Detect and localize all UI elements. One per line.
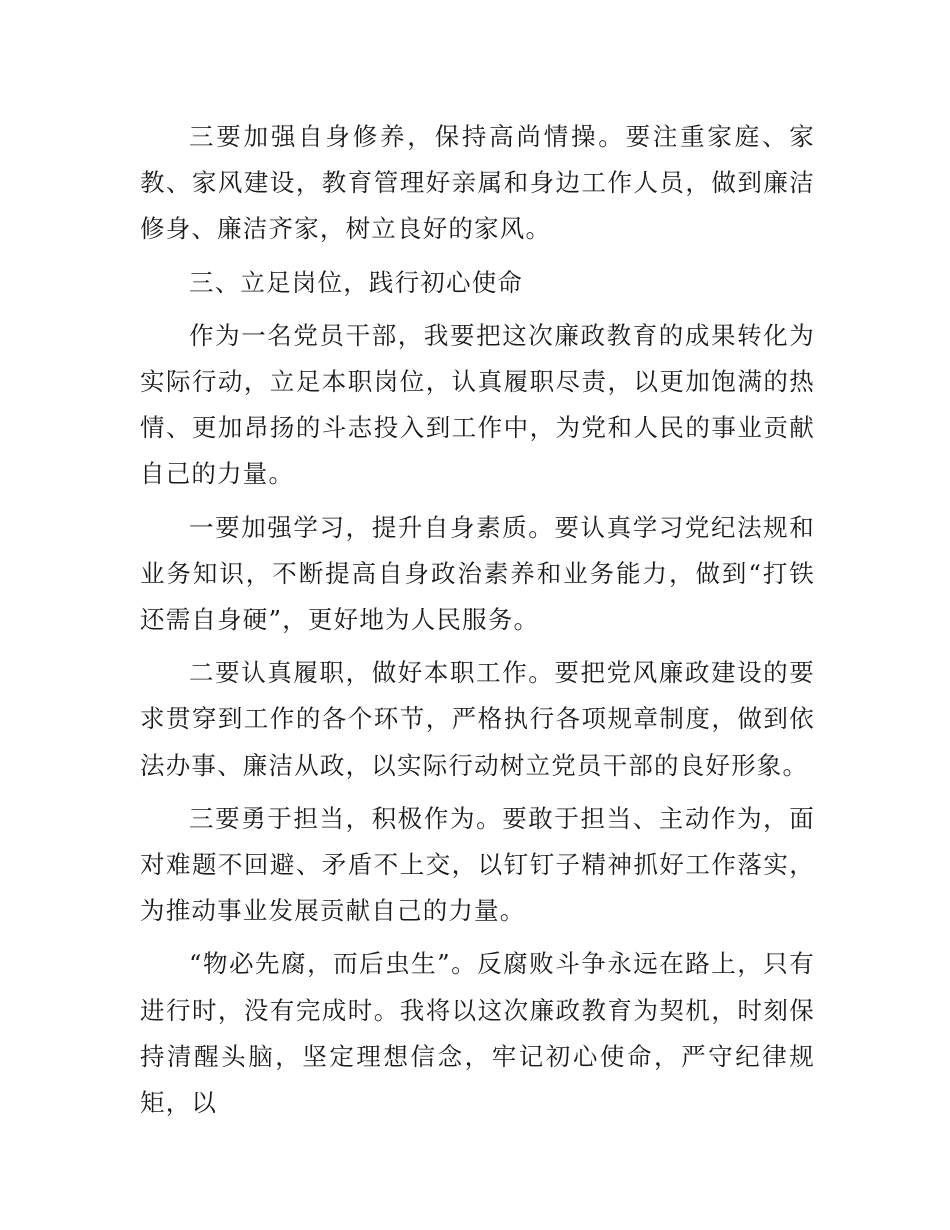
paragraph-section-intro: 作为一名党员干部，我要把这次廉政教育的成果转化为实际行动，立足本职岗位，认真履职尽责，以更加饱满的热情、更加昂扬的斗志投入到工作中，为党和人民的事业贡献自己的力量。 xyxy=(140,320,815,489)
document-body xyxy=(140,114,815,1133)
section-heading-3: 三、立足岗位，践行初心使命 xyxy=(189,267,524,297)
paragraph-duty: 二要认真履职，做好本职工作。要把党风廉政建设的要求贯穿到工作的各个环节，严格执行各项规章制度，做到依法办事、廉洁从政，以实际行动树立党员干部的良好形象。 xyxy=(140,658,815,780)
paragraph-responsibility: 三要勇于担当，积极作为。要敢于担当、主动作为，面对难题不回避、矛盾不上交，以钉钉子精神抓好工作落实，为推动事业发展贡献自己的力量。 xyxy=(140,803,815,926)
paragraph-study: 一要加强学习，提升自身素质。要认真学习党纪法规和业务知识，不断提高自身政治素养和业务能力，做到“打铁还需自身硬”，更好地为人民服务。 xyxy=(140,512,815,635)
paragraph-self-cultivation: 三要加强自身修养，保持高尚情操。要注重家庭、家教、家风建设，教育管理好亲属和身边工作人员，做到廉洁修身、廉洁齐家，树立良好的家风。 xyxy=(140,122,815,244)
paragraph-conclusion: “物必先腐，而后虫生”。反腐败斗争永远在路上，只有进行时，没有完成时。我将以这次廉政教育为契机，时刻保持清醒头脑，坚定理想信念，牢记初心使命，严守纪律规矩，以 xyxy=(140,949,815,1118)
